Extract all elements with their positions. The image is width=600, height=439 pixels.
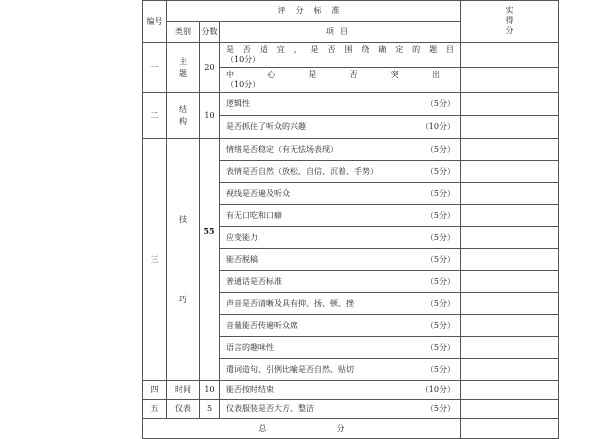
total-label: 总 分 [143,419,461,439]
category-structure: 结 构 [167,93,200,139]
item-skill: 能否脱稿 （5分） [220,249,461,271]
actual-score-cell[interactable] [461,293,559,315]
item-skill: 遣词造句、引例比喻是否自然、贴切 （5分） [220,359,461,381]
item-skill: 语言的趣味性 （5分） [220,337,461,359]
actual-score-cell[interactable] [461,400,559,419]
category-theme: 主 题 [167,43,200,93]
header-standard: 评分标准 [167,1,461,22]
item-skill: 有无口吃和口癖 （5分） [220,205,461,227]
item-skill: 音量能否传遍听众席 （5分） [220,315,461,337]
score-structure: 10 [200,93,220,139]
row-num-2: 二 [143,93,167,139]
row-num-1: 一 [143,43,167,93]
actual-score-cell[interactable] [461,43,559,68]
item-skill: 应变能力 （5分） [220,227,461,249]
scoring-sheet [142,0,558,433]
actual-score-cell[interactable] [461,337,559,359]
item-theme-center: 中心是否突出 （10分） [220,68,461,93]
item-skill: 情绪是否稳定（有无怯场表现） （5分） [220,139,461,161]
actual-score-cell[interactable] [461,271,559,293]
item-skill: 视线是否遍及听众 （5分） [220,183,461,205]
item-theme-topic: 是否适宜，是否围绕确定的题目 （10分） [220,43,461,68]
item-time: 能否按时结束 （10分） [220,381,461,400]
item-skill: 声音是否清晰及具有抑、扬、顿、挫 （5分） [220,293,461,315]
actual-score-cell[interactable] [461,116,559,139]
score-appearance: 5 [200,400,220,419]
actual-score-cell[interactable] [461,359,559,381]
actual-score-cell[interactable] [461,381,559,400]
category-appearance: 仪表 [167,400,200,419]
header-actual-score: 实 得 分 [461,1,559,43]
header-number: 编号 [143,1,167,43]
item-skill: 普通话是否标准 （5分） [220,271,461,293]
actual-score-cell[interactable] [461,93,559,116]
actual-score-cell[interactable] [461,139,559,161]
actual-score-cell[interactable] [461,68,559,93]
item-skill: 表情是否自然（放松、自信、沉着、手势） （5分） [220,161,461,183]
score-time: 10 [200,381,220,400]
item-interest: 是否抓住了听众的兴趣 （10分） [220,116,461,139]
actual-score-cell[interactable] [461,227,559,249]
actual-score-cell[interactable] [461,161,559,183]
actual-score-cell[interactable] [461,205,559,227]
scoring-table [142,0,559,439]
category-time: 时间 [167,381,200,400]
item-logic: 逻辑性 （5分） [220,93,461,116]
score-skill-col [200,139,220,381]
header-score: 分数 [200,22,220,43]
header-category: 类别 [167,22,200,43]
actual-score-cell[interactable] [461,183,559,205]
item-appearance: 仪表服装是否大方、整洁 （5分） [220,400,461,419]
row-num-4: 四 [143,381,167,400]
score-skill: 55 [203,226,215,236]
header-item: 项目 [220,22,461,43]
category-skill: 技 巧 [167,139,200,381]
row-num-3: 三 [143,139,167,381]
actual-score-cell[interactable] [461,315,559,337]
row-num-5: 五 [143,400,167,419]
total-score-cell[interactable] [461,419,559,439]
actual-score-cell[interactable] [461,249,559,271]
score-theme: 20 [200,43,220,93]
